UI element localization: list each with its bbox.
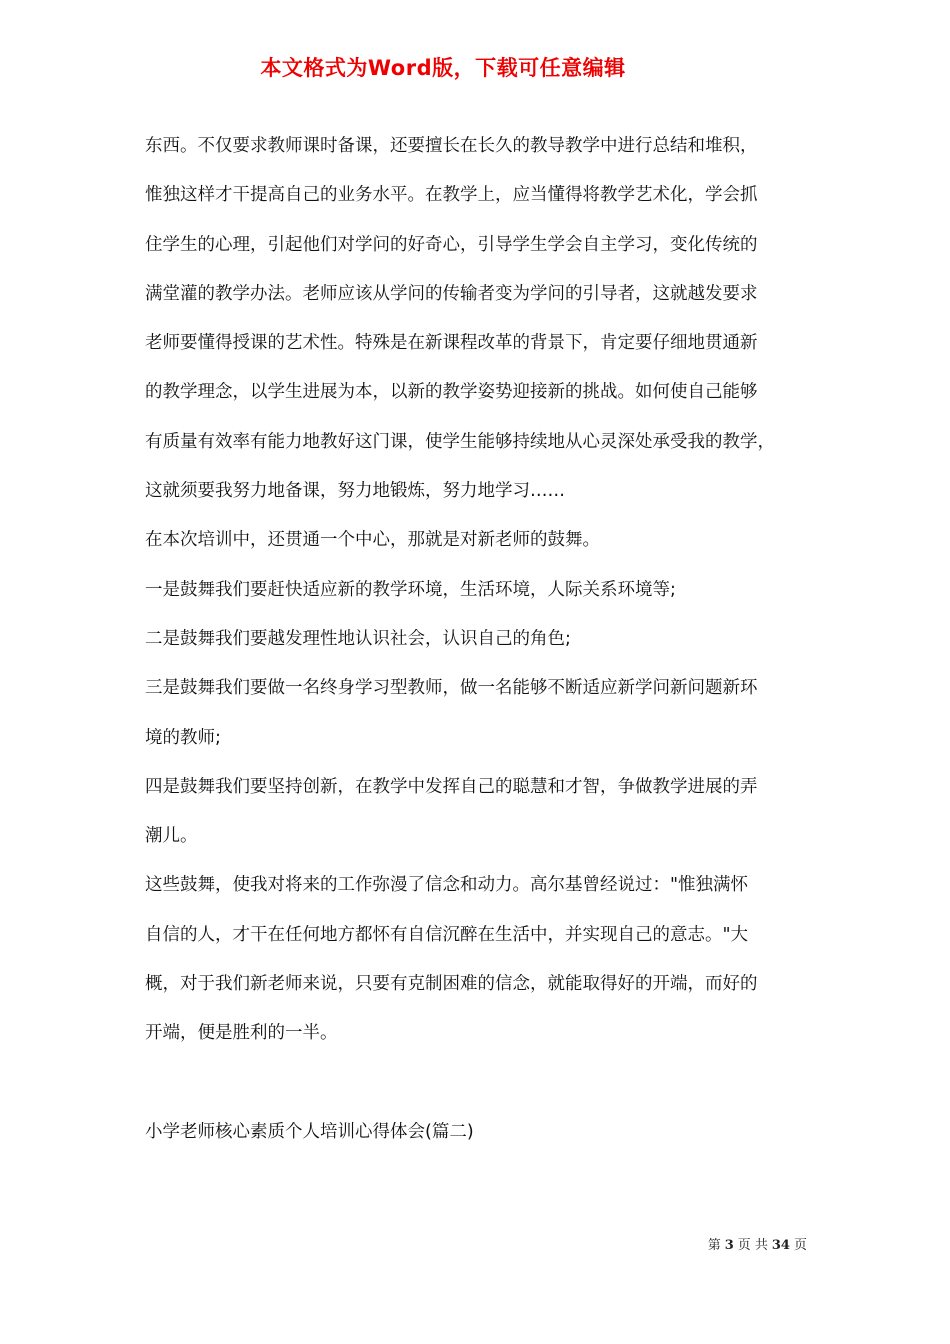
body-line: 的教学理念，以学生进展为本，以新的教学姿势迎接新的挑战。如何使自己能够 xyxy=(145,382,758,403)
body-line: 开端，便是胜利的一半。 xyxy=(145,1023,338,1044)
body-line: 潮儿。 xyxy=(145,826,198,847)
editable-format-banner: 本文格式为Word版，下载可任意编辑 xyxy=(260,56,626,80)
footer-suffix: 页 xyxy=(793,1238,807,1253)
body-line: 惟独这样才干提高自己的业务水平。在教学上，应当懂得将教学艺术化，学会抓 xyxy=(145,185,758,206)
footer-prefix: 第 xyxy=(707,1238,721,1253)
body-line: 概，对于我们新老师来说，只要有克制困难的信念，就能取得好的开端，而好的 xyxy=(145,974,758,995)
body-text xyxy=(145,122,827,1059)
body-line: 这些鼓舞，使我对将来的工作弥漫了信念和动力。高尔基曾经说过："惟独满怀 xyxy=(145,875,749,896)
body-line: 在本次培训中，还贯通一个中心，那就是对新老师的鼓舞。 xyxy=(145,530,600,551)
body-line: 一是鼓舞我们要赶快适应新的教学环境，生活环境，人际关系环境等; xyxy=(145,579,676,600)
page-number-footer xyxy=(0,1234,807,1253)
body-line: 满堂灌的教学办法。老师应该从学问的传输者变为学问的引导者，这就越发要求 xyxy=(145,283,758,304)
footer-middle: 页 共 xyxy=(737,1238,768,1253)
body-line: 三是鼓舞我们要做一名终身学习型教师，做一名能够不断适应新学问新问题新环 xyxy=(145,678,758,699)
body-line: 东西。不仅要求教师课时备课，还要擅长在长久的教导教学中进行总结和堆积， xyxy=(145,136,758,156)
total-pages-number: 34 xyxy=(771,1238,790,1253)
body-line: 四是鼓舞我们要坚持创新，在教学中发挥自己的聪慧和才智，争做教学进展的弄 xyxy=(145,776,758,797)
body-line: 自信的人，才干在任何地方都怀有自信沉醉在生活中，并实现自己的意志。"大 xyxy=(145,924,749,945)
body-line: 这就须要我努力地备课，努力地锻炼，努力地学习…… xyxy=(145,481,565,502)
body-line: 住学生的心理，引起他们对学问的好奇心，引导学生学会自主学习，变化传统的 xyxy=(145,234,758,255)
section-heading: 小学老师核心素质个人培训心得体会(篇二) xyxy=(145,1122,474,1142)
body-line: 二是鼓舞我们要越发理性地认识社会，认识自己的角色; xyxy=(145,628,571,649)
current-page-number: 3 xyxy=(724,1238,734,1253)
body-line: 有质量有效率有能力地教好这门课，使学生能够持续地从心灵深处承受我的教学， xyxy=(145,431,775,452)
body-line: 境的教师; xyxy=(145,727,221,748)
body-line: 老师要懂得授课的艺术性。特殊是在新课程改革的背景下，肯定要仔细地贯通新 xyxy=(145,333,758,354)
